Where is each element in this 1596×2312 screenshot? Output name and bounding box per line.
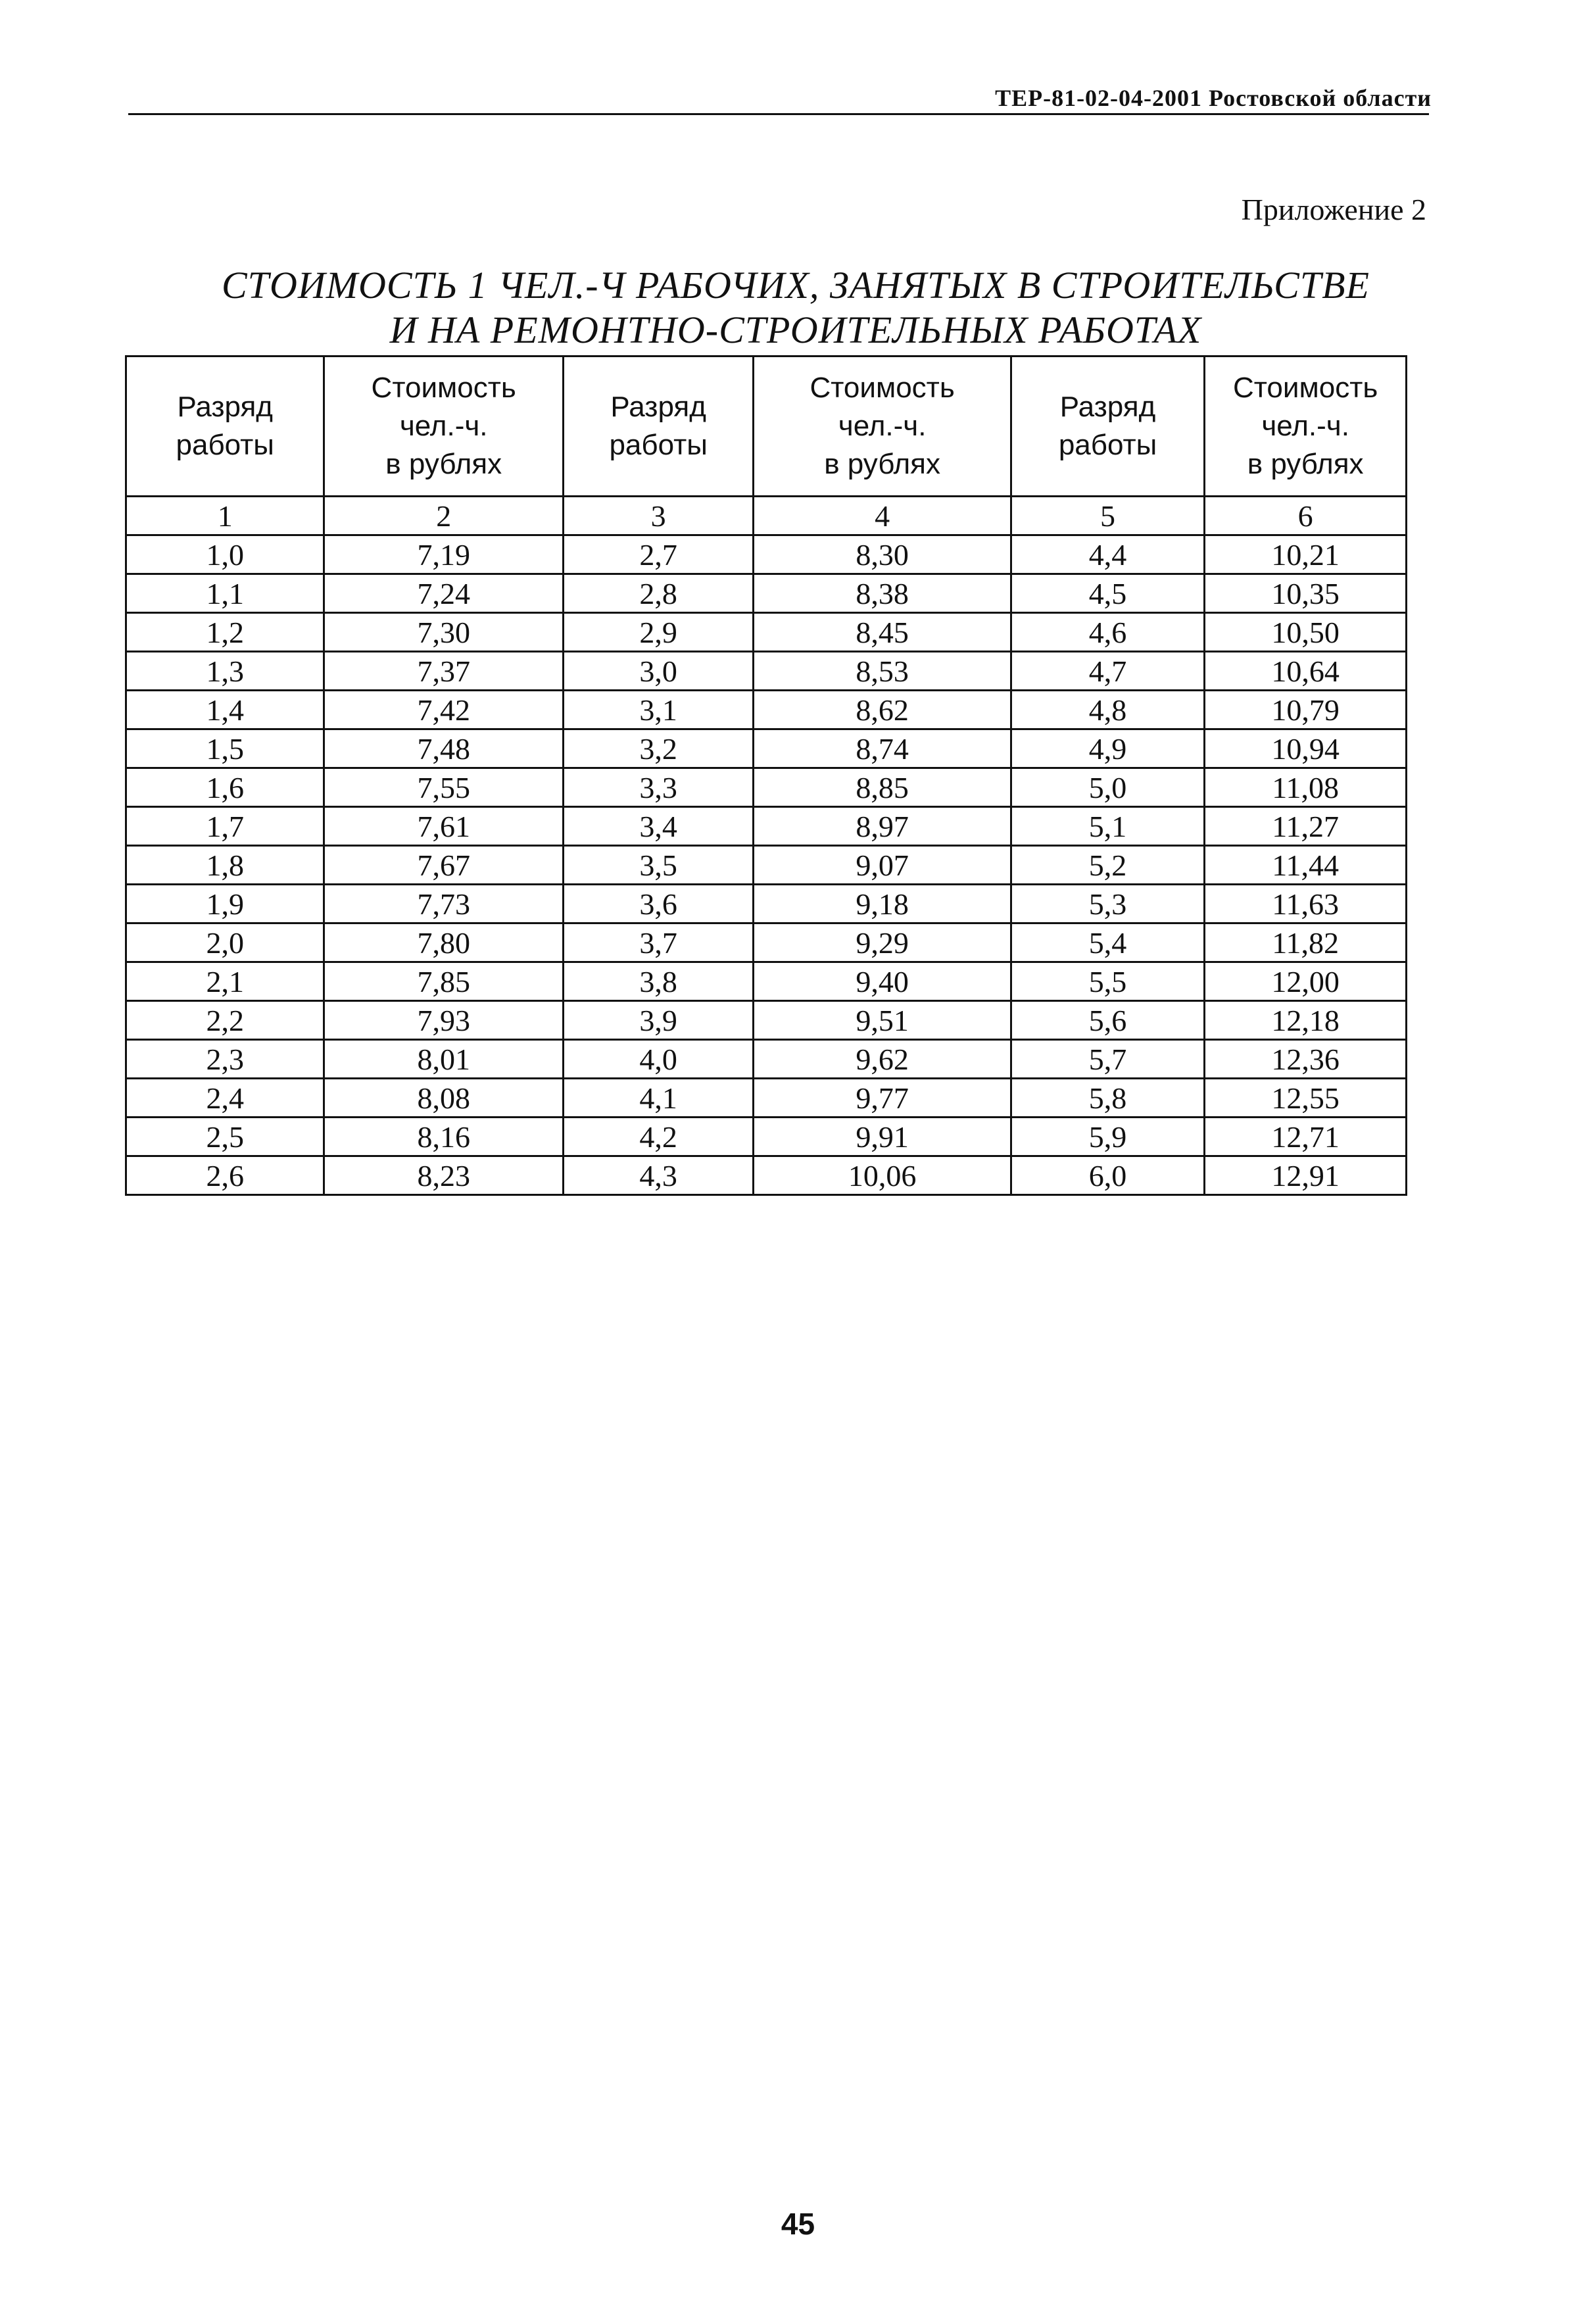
grade-cell: 2,5 (126, 1118, 324, 1156)
cost-cell: 7,93 (324, 1001, 563, 1040)
cost-cell: 12,36 (1205, 1040, 1407, 1079)
cost-cell: 10,64 (1205, 652, 1407, 691)
table-row (126, 613, 1407, 652)
cost-cell: 11,08 (1205, 768, 1407, 807)
grade-cell: 3,1 (563, 691, 753, 729)
column-header-line: Стоимость (1232, 372, 1378, 404)
grade-cell: 1,7 (126, 807, 324, 846)
table-row (126, 535, 1407, 574)
grade-cell: 5,1 (1011, 807, 1204, 846)
grade-cell: 4,5 (1011, 574, 1204, 613)
grade-cell: 3,9 (563, 1001, 753, 1040)
page-number: 45 (781, 2207, 815, 2241)
cost-cell: 10,50 (1205, 613, 1407, 652)
grade-cell: 3,4 (563, 807, 753, 846)
cost-cell: 9,29 (754, 923, 1011, 962)
cost-cell: 7,37 (324, 652, 563, 691)
table-row (126, 652, 1407, 691)
cost-cell: 8,16 (324, 1118, 563, 1156)
table-row (126, 962, 1407, 1001)
cost-cell: 11,44 (1205, 846, 1407, 885)
grade-cell: 5,2 (1011, 846, 1204, 885)
grade-cell: 5,3 (1011, 885, 1204, 923)
table-row (126, 574, 1407, 613)
grade-cell: 2,9 (563, 613, 753, 652)
cost-cell: 7,73 (324, 885, 563, 923)
grade-cell: 5,8 (1011, 1079, 1204, 1118)
grade-cell: 1,5 (126, 729, 324, 768)
cost-cell: 9,51 (754, 1001, 1011, 1040)
column-header (324, 357, 563, 497)
table-row (126, 691, 1407, 729)
cost-cell: 7,85 (324, 962, 563, 1001)
grade-cell: 1,0 (126, 535, 324, 574)
cost-cell: 9,91 (754, 1118, 1011, 1156)
appendix-label: Приложение 2 (1241, 193, 1426, 226)
column-header-line: Разряд (1059, 391, 1156, 423)
table-row (126, 807, 1407, 846)
grade-cell: 5,0 (1011, 768, 1204, 807)
column-header-line: в рублях (385, 448, 502, 480)
table-row (126, 1079, 1407, 1118)
grade-cell: 5,5 (1011, 962, 1204, 1001)
grade-cell: 4,4 (1011, 535, 1204, 574)
cost-cell: 7,80 (324, 923, 563, 962)
grade-cell: 1,9 (126, 885, 324, 923)
cost-cell: 9,07 (754, 846, 1011, 885)
column-header (126, 357, 324, 497)
column-header-line: чел.-ч. (838, 410, 927, 442)
cost-cell: 7,30 (324, 613, 563, 652)
cost-cell: 12,55 (1205, 1079, 1407, 1118)
column-header-line: Стоимость (810, 372, 955, 404)
column-header-line: Разряд (177, 391, 273, 423)
cost-cell: 8,08 (324, 1079, 563, 1118)
table-row (126, 1118, 1407, 1156)
cost-cell: 8,45 (754, 613, 1011, 652)
grade-cell: 3,0 (563, 652, 753, 691)
grade-cell: 5,7 (1011, 1040, 1204, 1079)
cost-cell: 11,82 (1205, 923, 1407, 962)
grade-cell: 2,1 (126, 962, 324, 1001)
grade-cell: 2,7 (563, 535, 753, 574)
grade-cell: 4,8 (1011, 691, 1204, 729)
cost-cell: 12,91 (1205, 1156, 1407, 1195)
cost-cell: 11,63 (1205, 885, 1407, 923)
title-line-1: СТОИМОСТЬ 1 ЧЕЛ.-Ч РАБОЧИХ, ЗАНЯТЫХ В СТРОИТЕЛЬСТВЕ (222, 264, 1370, 307)
document-code: ТЕР-81-02-04-2001 Ростовской области (995, 85, 1432, 111)
grade-cell: 3,5 (563, 846, 753, 885)
cost-cell: 8,85 (754, 768, 1011, 807)
column-number: 3 (563, 497, 753, 535)
table-row (126, 846, 1407, 885)
cost-cell: 10,35 (1205, 574, 1407, 613)
cost-cell: 10,94 (1205, 729, 1407, 768)
grade-cell: 4,0 (563, 1040, 753, 1079)
cost-cell: 8,01 (324, 1040, 563, 1079)
cost-cell: 12,18 (1205, 1001, 1407, 1040)
cost-cell: 8,23 (324, 1156, 563, 1195)
column-number-row (126, 497, 1407, 535)
table-row (126, 1156, 1407, 1195)
grade-cell: 5,6 (1011, 1001, 1204, 1040)
cost-cell: 7,48 (324, 729, 563, 768)
grade-cell: 4,6 (1011, 613, 1204, 652)
grade-cell: 2,3 (126, 1040, 324, 1079)
column-header (754, 357, 1011, 497)
grade-cell: 3,8 (563, 962, 753, 1001)
grade-cell: 2,6 (126, 1156, 324, 1195)
grade-cell: 4,1 (563, 1079, 753, 1118)
grade-cell: 4,9 (1011, 729, 1204, 768)
table-row (126, 768, 1407, 807)
column-header-line: работы (609, 429, 708, 461)
grade-cell: 1,1 (126, 574, 324, 613)
column-header (563, 357, 753, 497)
column-number: 4 (754, 497, 1011, 535)
page-title (118, 263, 1473, 353)
grade-cell: 2,2 (126, 1001, 324, 1040)
column-header-line: Стоимость (371, 372, 516, 404)
cost-cell: 12,00 (1205, 962, 1407, 1001)
grade-cell: 5,4 (1011, 923, 1204, 962)
cost-cell: 10,06 (754, 1156, 1011, 1195)
grade-cell: 3,6 (563, 885, 753, 923)
table-row (126, 729, 1407, 768)
column-header-line: работы (176, 429, 274, 461)
cost-cell: 10,79 (1205, 691, 1407, 729)
column-header-line: работы (1058, 429, 1157, 461)
grade-cell: 2,0 (126, 923, 324, 962)
grade-cell: 1,2 (126, 613, 324, 652)
column-number: 2 (324, 497, 563, 535)
table-row (126, 1001, 1407, 1040)
column-header-line: в рублях (824, 448, 940, 480)
grade-cell: 6,0 (1011, 1156, 1204, 1195)
cost-cell: 10,21 (1205, 535, 1407, 574)
cost-cell: 9,62 (754, 1040, 1011, 1079)
cost-cell: 7,19 (324, 535, 563, 574)
grade-cell: 4,7 (1011, 652, 1204, 691)
column-header-line: чел.-ч. (1261, 410, 1349, 442)
cost-cell: 9,77 (754, 1079, 1011, 1118)
cost-cell: 7,61 (324, 807, 563, 846)
cost-cell: 7,42 (324, 691, 563, 729)
grade-cell: 3,7 (563, 923, 753, 962)
grade-cell: 1,4 (126, 691, 324, 729)
grade-cell: 2,4 (126, 1079, 324, 1118)
column-header (1205, 357, 1407, 497)
cost-cell: 8,97 (754, 807, 1011, 846)
column-number: 1 (126, 497, 324, 535)
grade-cell: 3,3 (563, 768, 753, 807)
labor-cost-table (125, 355, 1407, 1196)
grade-cell: 1,6 (126, 768, 324, 807)
grade-cell: 1,8 (126, 846, 324, 885)
column-header (1011, 357, 1204, 497)
grade-cell: 4,3 (563, 1156, 753, 1195)
cost-cell: 8,30 (754, 535, 1011, 574)
table-row (126, 923, 1407, 962)
grade-cell: 4,2 (563, 1118, 753, 1156)
cost-cell: 7,67 (324, 846, 563, 885)
column-number: 5 (1011, 497, 1204, 535)
grade-cell: 1,3 (126, 652, 324, 691)
cost-cell: 9,18 (754, 885, 1011, 923)
cost-cell: 8,62 (754, 691, 1011, 729)
grade-cell: 2,8 (563, 574, 753, 613)
column-header-line: Разряд (610, 391, 706, 423)
grade-cell: 5,9 (1011, 1118, 1204, 1156)
column-header-line: в рублях (1247, 448, 1364, 480)
cost-cell: 8,53 (754, 652, 1011, 691)
table-row (126, 885, 1407, 923)
title-line-2: И НА РЕМОНТНО-СТРОИТЕЛЬНЫХ РАБОТАХ (389, 308, 1202, 351)
cost-cell: 7,55 (324, 768, 563, 807)
cost-cell: 7,24 (324, 574, 563, 613)
cost-cell: 8,38 (754, 574, 1011, 613)
cost-cell: 9,40 (754, 962, 1011, 1001)
cost-cell: 11,27 (1205, 807, 1407, 846)
header-rule (128, 113, 1429, 115)
cost-cell: 8,74 (754, 729, 1011, 768)
column-header-line: чел.-ч. (399, 410, 488, 442)
grade-cell: 3,2 (563, 729, 753, 768)
table-row (126, 1040, 1407, 1079)
cost-cell: 12,71 (1205, 1118, 1407, 1156)
column-number: 6 (1205, 497, 1407, 535)
table-header-row (126, 357, 1407, 497)
